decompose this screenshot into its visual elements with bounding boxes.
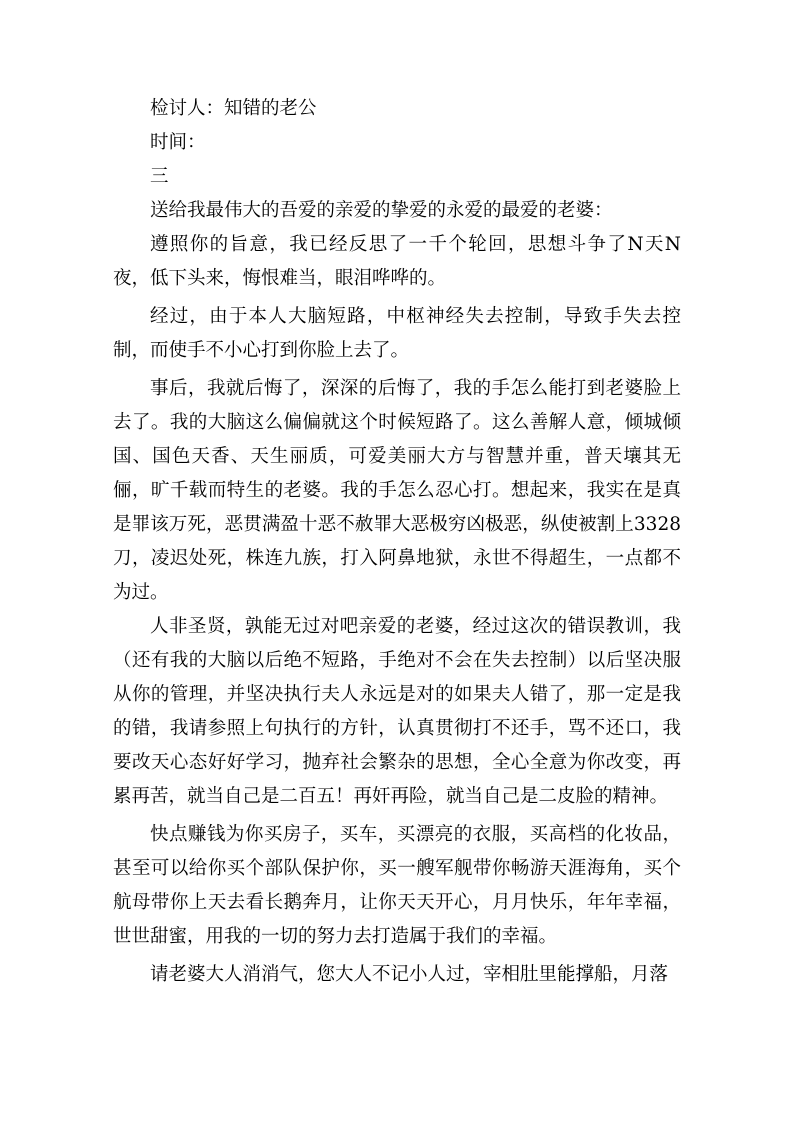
- salutation: 送给我最伟大的吾爱的亲爱的挚爱的永爱的最爱的老婆：: [150, 200, 613, 221]
- author-line: 检讨人：知错的老公: [150, 98, 317, 119]
- paragraph: 快点赚钱为你买房子，买车，买漂亮的衣服，买高档的化妆品，甚至可以给你买个部队保护你，买一艘军舰带你畅游天涯海角，买个航母带你上天去看长鹅奔月，让你天天开心，月月快乐，年年幸福，世世甜蜜，用我的一切的努力去打造属于我们的幸福。: [113, 824, 681, 947]
- paragraph: 经过，由于本人大脑短路，中枢神经失去控制，导致手失去控制，而使手不小心打到你脸上去了。: [113, 306, 681, 361]
- time-line: 时间：: [150, 132, 206, 153]
- document-body: [113, 92, 681, 992]
- paragraph: 遵照你的旨意，我已经反思了一千个轮回，思想斗争了N天N夜，低下头来，悔恨难当，眼泪哗哗的。: [113, 234, 681, 289]
- section-number: 三: [150, 166, 169, 187]
- paragraph: 请老婆大人消消气，您大人不记小人过，宰相肚里能撑船，月落: [150, 964, 669, 985]
- paragraph: 人非圣贤，孰能无过对吧亲爱的老婆，经过这次的错误教训，我（还有我的大脑以后绝不短路，手绝对不会在失去控制）以后坚决服从你的管理，并坚决执行夫人永远是对的如果夫人错了，那一定是我的错，我请参照上句执行的方针，认真贯彻打不还手，骂不还口，我要改天心态好好学习，抛弃社会繁杂的思想，全心全意为你改变，再累再苦，就当自己是二百五！再奸再险，就当自己是二皮脸的精神。: [113, 616, 681, 807]
- paragraph: 事后，我就后悔了，深深的后悔了，我的手怎么能打到老婆脸上去了。我的大脑这么偏偏就这个时候短路了。这么善解人意，倾城倾国、国色天香、天生丽质，可爱美丽大方与智慧并重，普天壤其无俪，旷千载而特生的老婆。我的手怎么忍心打。想起来，我实在是真是罪该万死，恶贯满盈十恶不赦罪大恶极穷凶极恶，纵使被割上3328刀，凌迟处死，株连九族，打入阿鼻地狱，永世不得超生，一点都不为过。: [113, 378, 681, 603]
